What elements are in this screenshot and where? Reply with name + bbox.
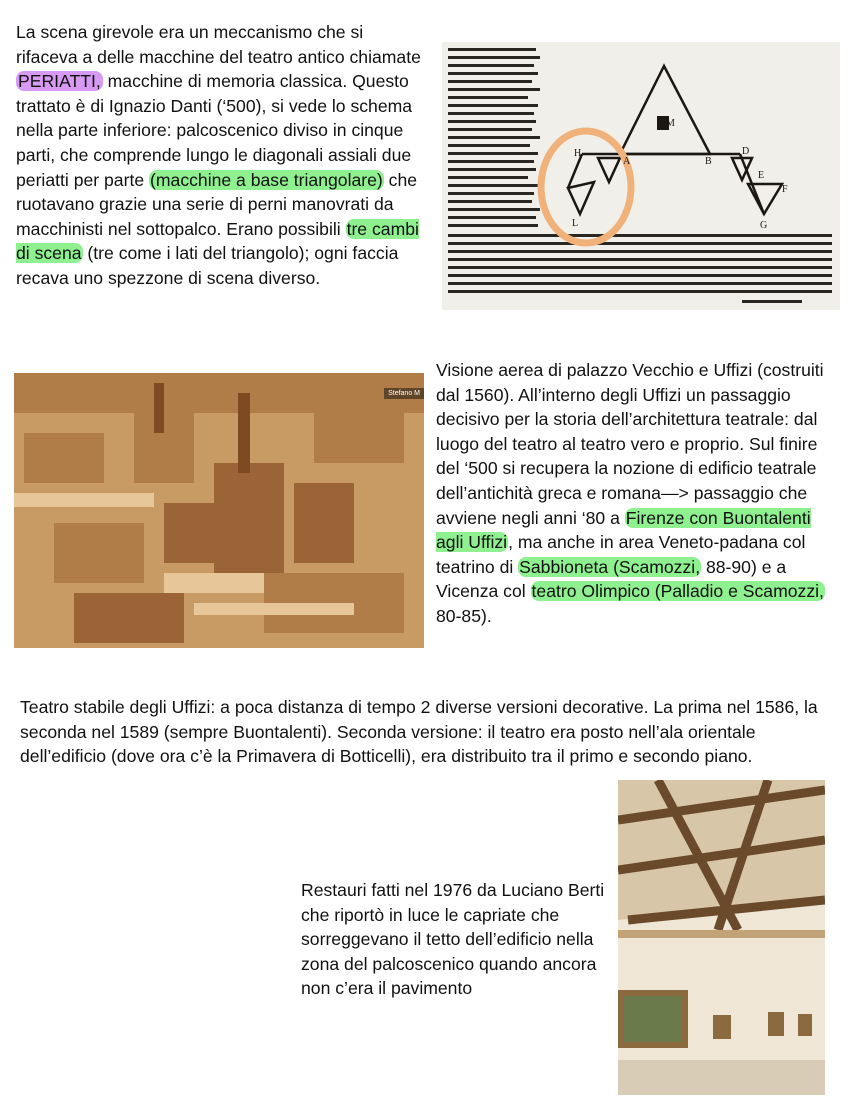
video-overlay-tag: Stefano M xyxy=(384,388,424,399)
letter-m: M xyxy=(666,118,675,129)
letter-a: A xyxy=(623,156,631,167)
aerial-view-image xyxy=(14,373,424,648)
text-run: 80-85). xyxy=(436,605,492,626)
letter-b: B xyxy=(705,156,712,167)
stable-theatre-paragraph: Teatro stabile degli Uffizi: a poca distanza di tempo 2 diverse versioni decorative. La prima nel 1586, la seconda nel 1589 (sempre Buontalenti). Seconda versione: il teatro era posto nell’ala orientale dell’edificio (dove ora c’è la Primavera di Botticelli), era distribuito tra il primo e secondo piano. xyxy=(20,697,818,767)
text-run: , ma anche in area Veneto-padana col teatrino di xyxy=(436,532,806,577)
letter-d: D xyxy=(742,146,750,157)
highlight-periatti: PERIATTI, xyxy=(18,71,101,92)
text-run: La scena girevole era un meccanismo che si rifaceva a delle macchine del teatro antico chiamate xyxy=(16,22,421,67)
text-run: Visione aerea di palazzo Vecchio e Uffizi (costruiti dal 1560). All’interno degli Uffizi un passaggio decisivo per la storia dell’architettura teatrale: dal luogo del teatro al teatro vero e proprio. Sul finire del ‘500 si recupera la nozione di edificio teatrale dell’antichità greca e romana—> passaggio che avviene negli anni ‘80 a xyxy=(436,360,824,528)
roof-trusses-image xyxy=(618,780,825,1095)
roof-trusses-illustration xyxy=(618,780,825,1095)
text-run: che ruotavano grazie una serie di perni manovrati da macchinisti nel sottopalco. Erano possibili xyxy=(16,169,418,239)
text-run: macchine di memoria classica. Questo trattato è di Ignazio Danti (‘500), si vede lo schema nella parte inferiore: palcoscenico diviso in cinque parti, che comprende lungo le diagonali assiali due periatti per parte xyxy=(16,71,413,190)
aerial-city-illustration xyxy=(14,373,424,648)
highlight-sabbioneta: Sabbioneta (Scamozzi, xyxy=(519,556,701,577)
highlight-triangular-machines: (macchine a base triangolare) xyxy=(150,169,383,190)
highlight-olimpico: teatro Olimpico (Palladio e Scamozzi, xyxy=(531,581,824,602)
letter-l: L xyxy=(572,218,579,229)
restoration-paragraph: Restauri fatti nel 1976 da Luciano Berti che riportò in luce le capriate che sorreggevano il tetto dell’edificio nella zona del palcoscenico quando ancora non c’era il pavimento xyxy=(301,880,605,999)
uffizi-paragraph xyxy=(436,358,836,629)
letter-f: F xyxy=(782,184,788,195)
letter-e: E xyxy=(758,170,765,181)
letter-h: H xyxy=(574,148,582,159)
text-run: 88-90) e a Vicenza col xyxy=(436,556,787,602)
text-run: (tre come i lati del triangolo); ogni faccia recava uno spezzone di scena diverso. xyxy=(16,243,399,288)
highlight-florence: Firenze con Buontalenti agli Uffizi xyxy=(436,507,811,553)
highlight-scene-changes: tre cambi di scena xyxy=(16,218,419,264)
periatti-paragraph xyxy=(16,20,428,291)
treatise-diagram xyxy=(442,42,840,310)
treatise-diagram-image xyxy=(442,42,840,310)
letter-g: G xyxy=(760,220,768,231)
